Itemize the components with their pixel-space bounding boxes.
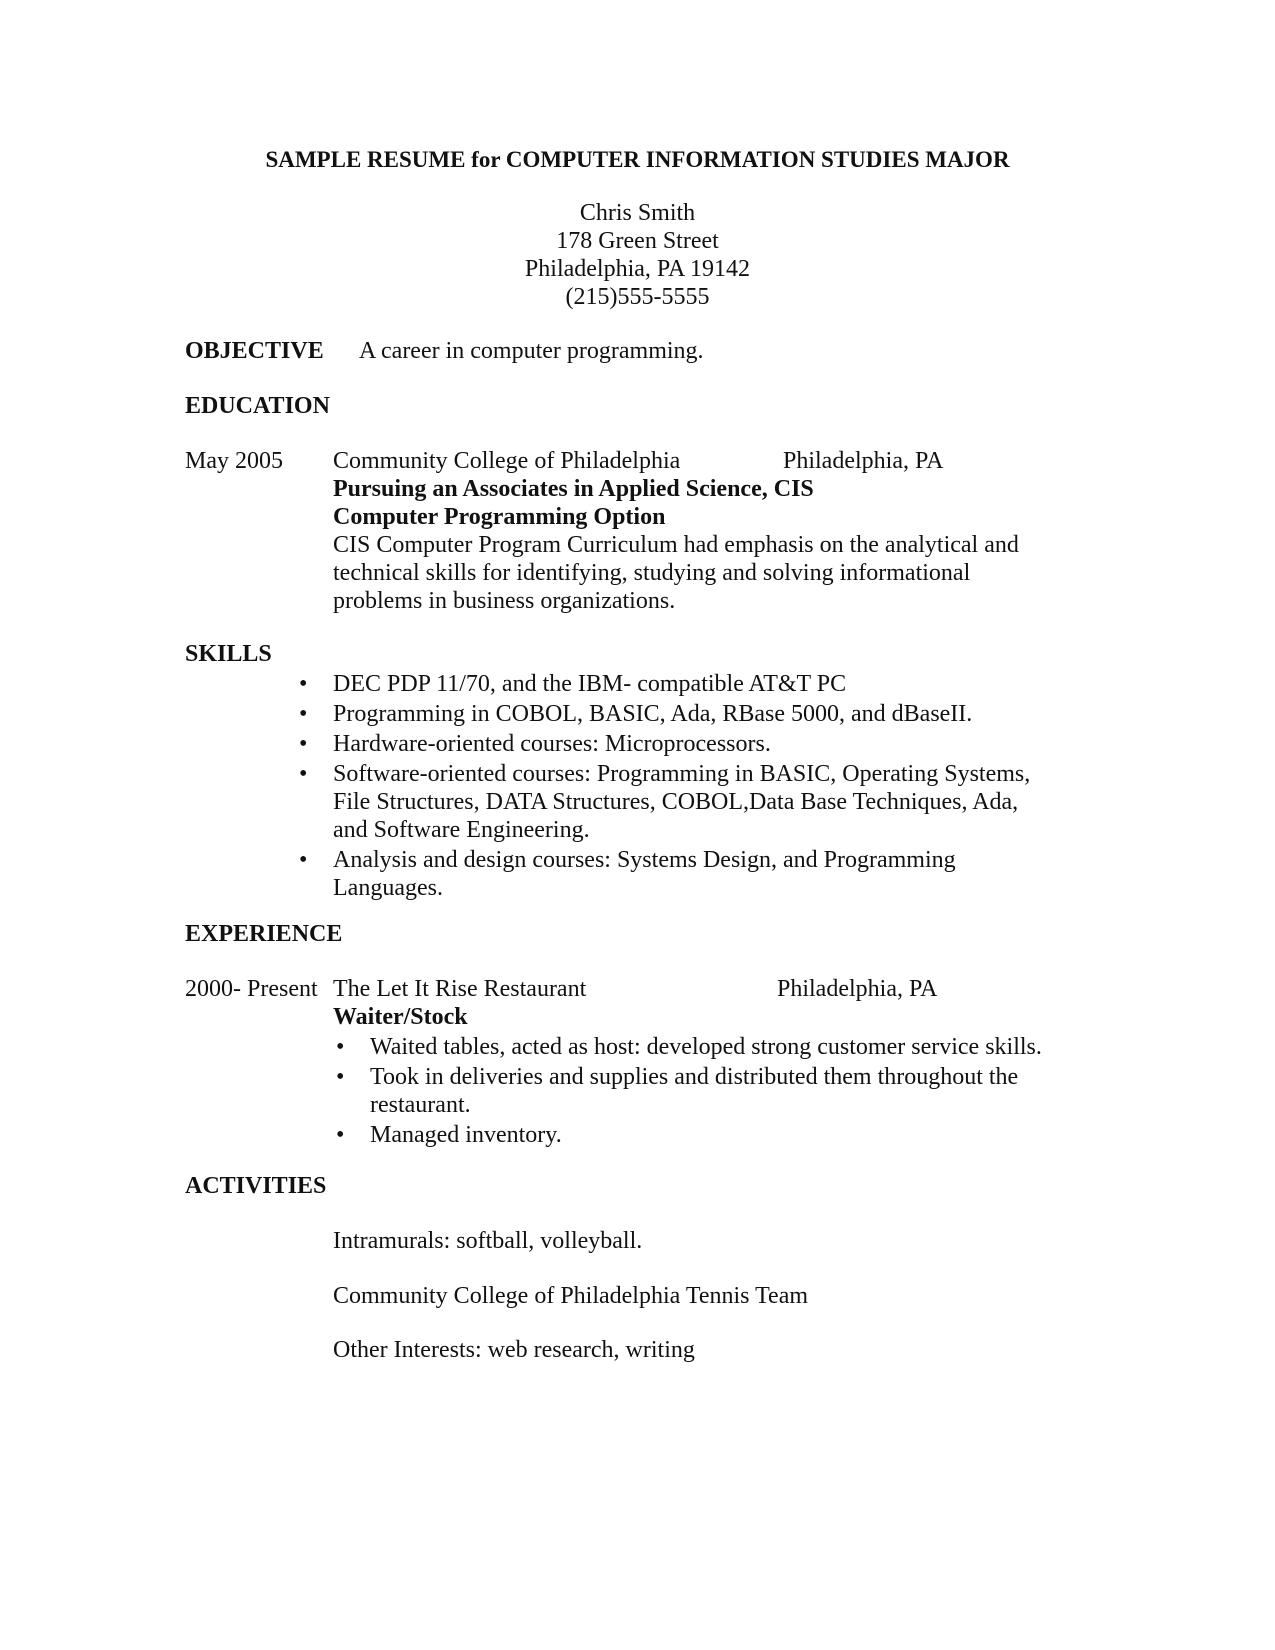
activity-item: Other Interests: web research, writing bbox=[333, 1337, 695, 1363]
education-date: May 2005 bbox=[185, 448, 283, 474]
skill-text: Software-oriented courses: Programming in BASIC, Operating Systems, File Structures, DATA Structures, COBOL,Data Base Techniques, Ada, and Software Engineering. bbox=[333, 761, 1031, 843]
list-item bbox=[299, 670, 1053, 698]
activity-item: Community College of Philadelphia Tennis Team bbox=[333, 1283, 809, 1309]
experience-position: Waiter/Stock bbox=[333, 1004, 468, 1030]
list-item bbox=[299, 730, 1053, 758]
experience-text: Managed inventory. bbox=[370, 1122, 562, 1148]
experience-date: 2000- Present bbox=[185, 976, 318, 1002]
education-degree: Pursuing an Associates in Applied Science, CIS bbox=[333, 476, 814, 502]
bullet-icon: • bbox=[299, 761, 308, 787]
document-title: SAMPLE RESUME for COMPUTER INFORMATION STUDIES MAJOR bbox=[265, 147, 1010, 172]
contact-block bbox=[0, 199, 1275, 311]
experience-location: Philadelphia, PA bbox=[777, 976, 938, 1002]
bullet-icon: • bbox=[299, 847, 308, 873]
education-school: Community College of Philadelphia bbox=[333, 448, 681, 474]
list-item bbox=[299, 700, 1053, 728]
list-item bbox=[336, 1121, 1070, 1149]
activities-heading: ACTIVITIES bbox=[185, 1173, 327, 1199]
contact-phone: (215)555-5555 bbox=[565, 284, 710, 310]
list-item bbox=[299, 760, 1053, 844]
contact-street: 178 Green Street bbox=[556, 228, 719, 254]
bullet-icon: • bbox=[336, 1064, 345, 1090]
bullet-icon: • bbox=[299, 731, 308, 757]
list-item bbox=[299, 846, 1053, 902]
contact-city: Philadelphia, PA 19142 bbox=[524, 256, 751, 282]
skill-text: Analysis and design courses: Systems Design, and Programming Languages. bbox=[333, 847, 956, 901]
contact-name: Chris Smith bbox=[579, 200, 696, 226]
list-item bbox=[336, 1063, 1070, 1119]
experience-list bbox=[336, 1033, 1070, 1151]
experience-text: Waited tables, acted as host: developed strong customer service skills. bbox=[370, 1034, 1042, 1060]
experience-employer: The Let It Rise Restaurant bbox=[333, 976, 587, 1002]
bullet-icon: • bbox=[336, 1122, 345, 1148]
skills-list bbox=[299, 670, 1053, 904]
experience-text: Took in deliveries and supplies and distributed them throughout the restaurant. bbox=[370, 1064, 1019, 1118]
objective-heading: OBJECTIVE bbox=[185, 338, 324, 364]
skill-text: Programming in COBOL, BASIC, Ada, RBase 5000, and dBaseII. bbox=[333, 701, 973, 727]
education-option: Computer Programming Option bbox=[333, 504, 666, 530]
bullet-icon: • bbox=[299, 671, 308, 697]
bullet-icon: • bbox=[336, 1034, 345, 1060]
experience-heading: EXPERIENCE bbox=[185, 921, 343, 947]
skill-text: Hardware-oriented courses: Microprocessors. bbox=[333, 731, 771, 757]
objective-text: A career in computer programming. bbox=[359, 338, 704, 364]
skill-text: DEC PDP 11/70, and the IBM- compatible AT&T PC bbox=[333, 671, 847, 697]
education-heading: EDUCATION bbox=[185, 393, 330, 419]
activity-item: Intramurals: softball, volleyball. bbox=[333, 1228, 643, 1254]
education-location: Philadelphia, PA bbox=[783, 448, 944, 474]
skills-heading: SKILLS bbox=[185, 641, 272, 667]
bullet-icon: • bbox=[299, 701, 308, 727]
list-item bbox=[336, 1033, 1070, 1061]
education-description: CIS Computer Program Curriculum had emphasis on the analytical and technical skills for identifying, studying and solving informational problems in business organizations. bbox=[333, 532, 1019, 614]
